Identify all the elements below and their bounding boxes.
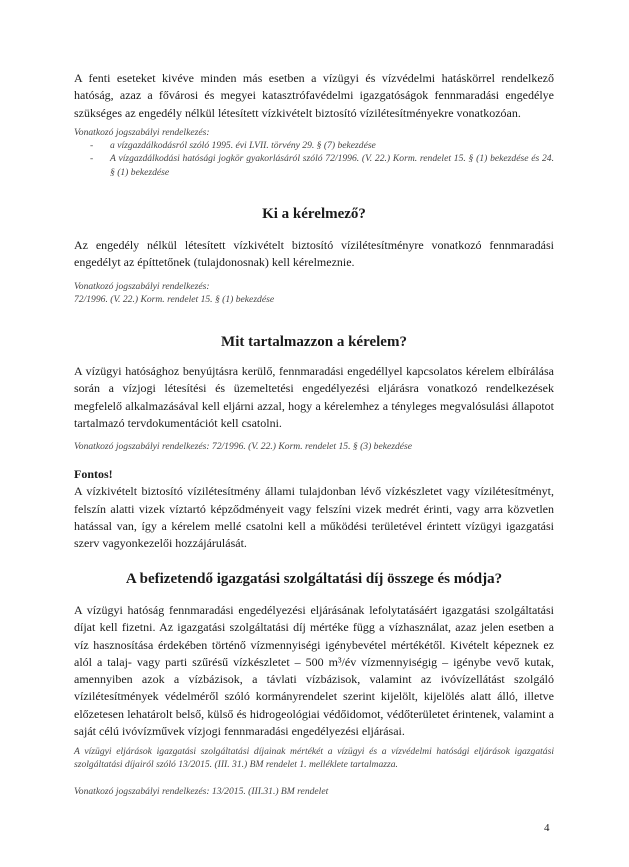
- application-content-paragraph: A vízügyi hatósághoz benyújtásra kerülő, fennmaradási engedéllyel kapcsolatos kérelem elbírálása során a vízjogi létesítési és üzemeltetési engedélyezési eljárásra vonatkozó rendelkezések megfelelő alkalmazásával kell eljárni azzal, hogy a kérelemhez a tényleges megvalósulási állapotot tartalmazó tervdokumentációt kell csatolni.: [74, 364, 554, 430]
- important-label: Fontos!: [74, 467, 113, 481]
- legal-reference-text: 72/1996. (V. 22.) Korm. rendelet 15. § (1) bekezdése: [74, 294, 275, 306]
- applicant-paragraph: Az engedély nélkül létesített vízkivételt biztosító vízilétesítményre vonatkozó fennmaradási engedélyt az építtetőnek (tulajdonosnak) kell kérelmeznie.: [74, 238, 554, 270]
- legal-reference-label: Vonatkozó jogszabályi rendelkezés:: [74, 127, 210, 138]
- fee-note: A vízügyi eljárások igazgatási szolgáltatási díjainak mértékét a vízügyi és a vízvédelmi hatósági eljárások igazgatási szolgáltatási díjairól szóló 13/2015. (III. 31.) BM rendelet 1. melléklete tartalmazza.: [74, 746, 554, 771]
- intro-paragraph: A fenti eseteket kivéve minden más esetben a vízügyi és vízvédelmi hatáskörrel rendelkező hatóság, azaz a fővárosi és megyei katasztrófavédelmi igazgatóságok fennmaradási engedélye szükséges az engedély nélkül létesített vízkivételt biztosító vízilétesítményekre vonatkozóan.: [74, 71, 554, 120]
- heading-applicant: Ki a kérelmező?: [262, 206, 366, 222]
- legal-reference-item: - a vízgazdálkodásról szóló 1995. évi LVII. törvény 29. § (7) bekezdése: [74, 139, 554, 152]
- legal-reference-list: [74, 139, 554, 179]
- legal-reference-2: [74, 280, 554, 306]
- legal-reference-3: Vonatkozó jogszabályi rendelkezés: 72/1996. (V. 22.) Korm. rendelet 15. § (3) bekezdése: [74, 441, 413, 452]
- legal-reference-label: Vonatkozó jogszabályi rendelkezés:: [74, 281, 210, 292]
- heading-fee: A befizetendő igazgatási szolgáltatási díj összege és módja?: [125, 571, 503, 587]
- important-text: A vízkivételt biztosító vízilétesítmény állami tulajdonban lévő vízkészletet vagy vízilétesítményt, felszín alatti vizek víztartó képződményeit vagy felszíni vizek medrét érinti, vagy arra közvetlen hatással van, így a kérelem mellé csatolni kell a működési területével érintett vízügyi igazgatási szerv vagyonkezelői hozzájárulását.: [74, 484, 554, 551]
- heading-application-content: Mit tartalmazzon a kérelem?: [221, 334, 407, 350]
- legal-reference-4: Vonatkozó jogszabályi rendelkezés: 13/2015. (III.31.) BM rendelet: [74, 786, 329, 797]
- page-number: 4: [544, 822, 550, 834]
- legal-reference-1: [74, 126, 554, 179]
- fee-paragraph: A vízügyi hatóság fennmaradási engedélyezési eljárásának lefolytatásáért igazgatási szolgáltatási díjat kell fizetni. Az igazgatási szolgáltatási díj mértéke függ a vízhasználat, azaz jelen esetben a víz hasznosítása érdekében történő vízmennyiségi igénybevétel mértékétől. Kivételt képeznek ez alól a talaj- vagy parti szűrésű vízkészletet – 500 m³/év vízmennyiségig – igénybe vevő kutak, amennyiben azok a vízbázisok, a távlati vízbázisok, valamint az ivóvízellátást szolgáló vízilétesítmények védelméről szóló kormányrendelet szerint kijelölt, kijelölés alatt álló, illetve előzetesen lehatárolt belső, külső és hidrogeológiai védőidomot, védőterületet érintenek, valamint a saját célú ivóvízművek vízjogi fennmaradási engedélyezési eljárásai.: [74, 603, 554, 739]
- legal-reference-item: - A vízgazdálkodási hatósági jogkör gyakorlásáról szóló 72/1996. (V. 22.) Korm. rendelet 15. § (1) bekezdése és 24. § (1) bekezdése: [74, 152, 554, 178]
- important-note: [74, 466, 554, 552]
